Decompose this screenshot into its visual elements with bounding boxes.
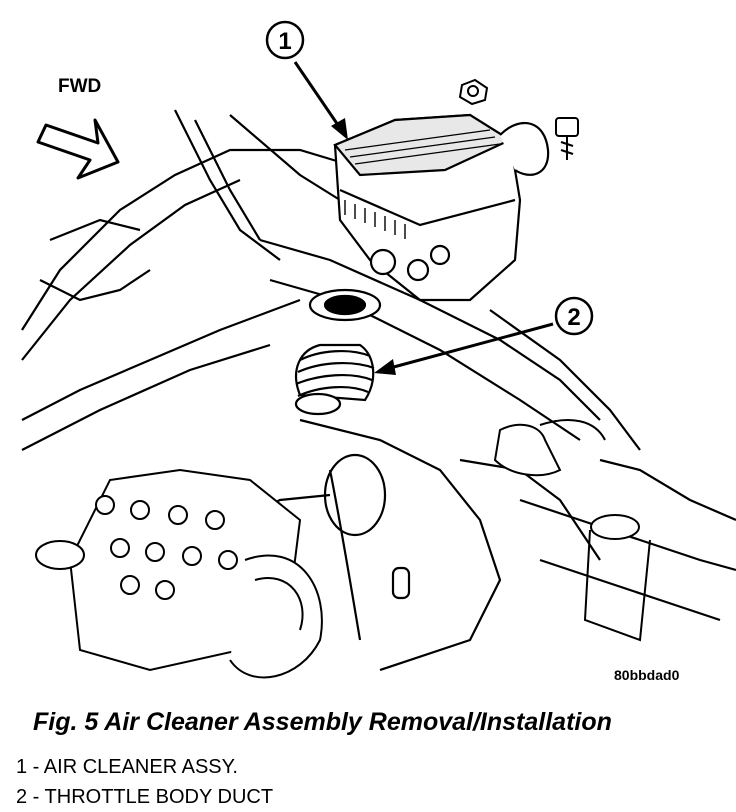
figure-caption: Fig. 5 Air Cleaner Assembly Removal/Installation [33, 708, 612, 736]
fwd-label: FWD [58, 76, 102, 97]
nut-icon [460, 80, 487, 104]
throttle-body-duct [296, 290, 380, 414]
callout-1 [267, 22, 303, 58]
legend [16, 752, 273, 812]
image-code: 80bbdad0 [614, 667, 680, 683]
callout-2-number: 2 [567, 304, 581, 331]
legend-item-air-cleaner: 1 - AIR CLEANER ASSY. [16, 756, 238, 778]
callout-1-number: 1 [278, 28, 292, 55]
air-cleaner-assembly [335, 115, 548, 300]
fwd-arrow-icon [38, 120, 118, 178]
legend-item-throttle-body-duct: 2 - THROTTLE BODY DUCT [16, 786, 274, 808]
bolt-icon [556, 118, 578, 160]
callout-1-leader-arrow [295, 62, 348, 140]
callout-2 [556, 298, 592, 334]
